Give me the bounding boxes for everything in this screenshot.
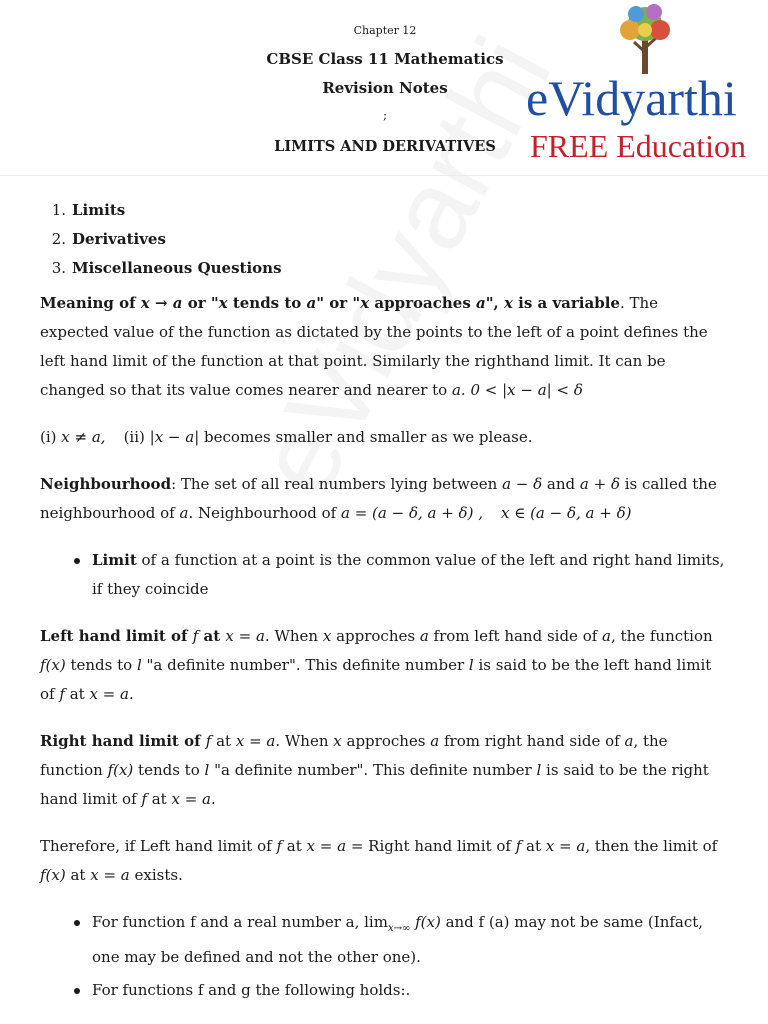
properties-bullet-list <box>40 908 730 1005</box>
meaning-text: . The expected value of the function as dictated by the points to the left of a point defines the left hand limit of the function at that point. Similarly the righthand limit. It can be changed so that its value comes nearer and nearer to <box>40 294 708 399</box>
list-item: For function f and a real number a, $\lim_{x\to\infty} f(x)$ and f (a) may not be same (Infact, one may be defined and not the other one). <box>92 908 730 972</box>
list-item: For functions f and g the following holds:. <box>92 976 730 1005</box>
topic-title: LIMITS AND DERIVATIVES <box>274 138 496 155</box>
toc-label: Limits <box>72 201 126 219</box>
toc-label: Derivatives <box>72 230 166 248</box>
subject-title: CBSE Class 11 Mathematics <box>266 50 504 68</box>
table-of-contents <box>40 196 730 283</box>
brand-name: eVidyarthi <box>526 70 737 126</box>
page-header <box>0 0 768 175</box>
toc-number: 3. <box>51 259 66 277</box>
right-limit-paragraph: Right hand limit of f at x = a. When x approches a from right hand side of a, the function f(x) tends to l "a definite number". This definite number l is said to be the right hand limit of f at x = a. <box>40 732 709 808</box>
brand-tagline: FREE Education <box>530 128 746 164</box>
toc-number: 1. <box>51 201 66 219</box>
meaning-paragraph <box>40 289 730 405</box>
left-limit-paragraph: Left hand limit of f at x = a. When x approches a from left hand side of a, the function f(x) tends to l "a definite number". This definite number l is said to be the left hand limit of f at x = a. <box>40 627 713 703</box>
toc-number: 2. <box>51 230 66 248</box>
toc-item <box>40 196 730 225</box>
notes-body <box>40 196 730 1023</box>
notes-type: Revision Notes <box>322 79 448 97</box>
chapter-label: Chapter 12 <box>353 24 417 37</box>
header-mark: ; <box>382 108 388 122</box>
list-item: Limit of a function at a point is the common value of the left and right hand limits, if they coincide <box>92 546 730 604</box>
meaning-inequality: a. 0 < |x − a| < δ <box>451 381 583 399</box>
neighbourhood-paragraph: Neighbourhood: The set of all real numbers lying between a − δ and a + δ is called the neighbourhood of a. Neighbourhood of a = (a − δ, a + δ) , x ∈ (a − δ, a + δ) <box>40 475 717 522</box>
conditions-paragraph: (i) x ≠ a, (ii) |x − a| becomes smaller and smaller as we please. <box>40 428 533 446</box>
toc-item <box>40 254 730 283</box>
neighbourhood-term: Neighbourhood <box>40 475 172 493</box>
limit-bullet-list <box>40 546 730 604</box>
toc-label: Miscellaneous Questions <box>72 259 282 277</box>
meaning-heading: Meaning of x → a or "x tends to a" or "x approaches a", x is a variable <box>40 294 620 312</box>
therefore-paragraph: Therefore, if Left hand limit of f at x = a = Right hand limit of f at x = a, then the limit of f(x) at x = a exists. <box>40 837 718 884</box>
toc-item <box>40 225 730 254</box>
header-divider <box>0 175 768 176</box>
tree-icon <box>616 2 674 76</box>
brand-logo <box>520 0 760 175</box>
